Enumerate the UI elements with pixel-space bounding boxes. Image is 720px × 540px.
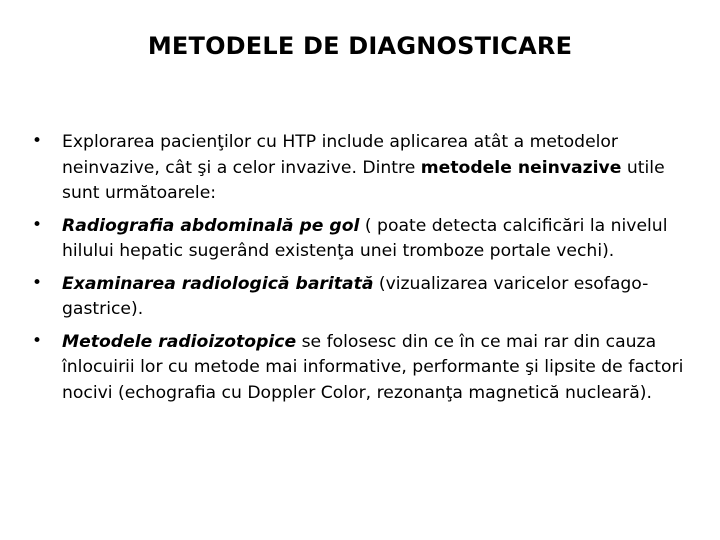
- list-item: [32, 214, 692, 265]
- item-term: Examinarea radiologică baritată: [62, 273, 374, 294]
- bullet-icon: •: [32, 272, 43, 293]
- bullet-icon: •: [32, 330, 43, 351]
- list-item: [32, 272, 692, 323]
- item-term: Metodele radioizotopice: [62, 331, 297, 352]
- item-text: utile sunt următoarele:: [62, 157, 665, 203]
- item-term: Radiografia abdominală pe gol: [62, 215, 360, 236]
- bullet-icon: •: [32, 214, 43, 235]
- bullet-list: [32, 130, 692, 413]
- item-text: Explorarea pacienţilor cu HTP include aplicarea atât a metodelor neinvazive, cât şi a celor invazive. Dintre: [62, 132, 618, 178]
- list-item: [32, 330, 692, 407]
- item-text: se folosesc din ce în ce mai rar din cauza înlocuirii lor cu metode mai informative, performante şi lipsite de factori nocivi (echografia cu Doppler Color, rezonanţa magnetică nucleară).: [62, 331, 684, 403]
- list-item: [32, 130, 692, 207]
- item-text: ( poate detecta calcificări la nivelul hilului hepatic sugerând existenţa unei tromboze portale vechi).: [62, 215, 668, 261]
- item-text: (vizualizarea varicelor esofago-gastrice).: [62, 273, 649, 319]
- item-emphasis: metodele neinvazive: [420, 157, 622, 178]
- bullet-icon: •: [32, 131, 43, 151]
- slide-title: METODELE DE DIAGNOSTICARE: [147, 32, 573, 60]
